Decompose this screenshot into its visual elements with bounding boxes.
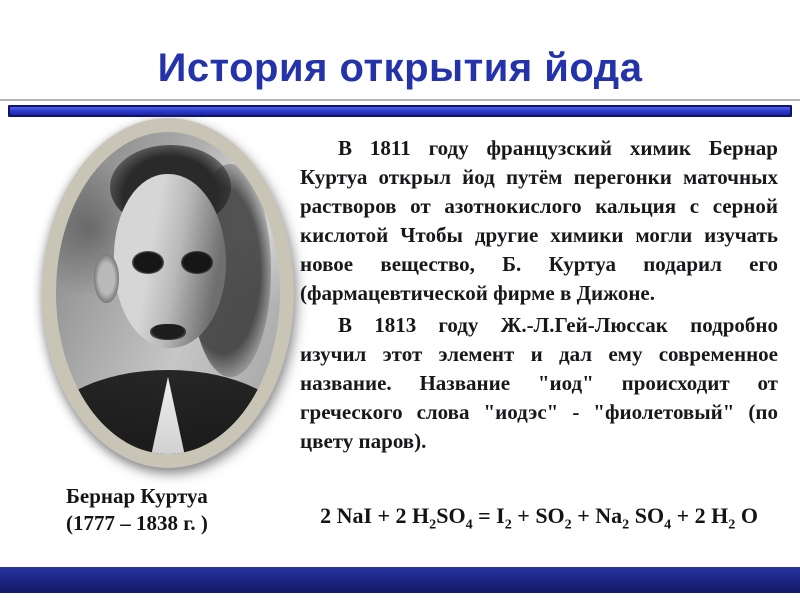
equation-subscript: 2 bbox=[728, 516, 736, 533]
title-divider-gray-line bbox=[0, 99, 800, 101]
equation-subscript: 4 bbox=[664, 516, 672, 533]
slide-title: История открытия йода bbox=[157, 46, 643, 90]
title-divider-blue-bar bbox=[8, 105, 792, 117]
portrait-caption-name: Бернар Куртуа bbox=[66, 484, 208, 508]
paragraph-naming-1813: В 1813 году Ж.-Л.Гей-Люссак подробно изучил этот элемент и дал ему современное название. Название "иод" происходит от греческого слова "иодэс" - "фиолетовый" (по цвету паров). bbox=[300, 313, 778, 453]
equation-term: + SO bbox=[511, 503, 565, 528]
equation-term: + Na bbox=[571, 503, 623, 528]
portrait-photo bbox=[56, 132, 280, 454]
equation-term: 2 NaI + 2 H bbox=[320, 503, 430, 528]
equation-term: + 2 H bbox=[671, 503, 729, 528]
paragraph-discovery-1811: В 1811 году французский химик Бернар Куртуа открыл йод путём перегонки маточных растворов от азотнокислого кальция с серной кислотой Чтобы другие химики могли изучать новое вещество, Б. Куртуа подарил его (фармацевтической фирме в Дижоне. bbox=[300, 136, 778, 305]
body-text-block bbox=[300, 134, 778, 459]
photo-left-eye-shape bbox=[132, 251, 163, 274]
bottom-navy-bar bbox=[0, 567, 800, 593]
portrait-caption bbox=[66, 483, 296, 537]
photo-ear-shape bbox=[94, 254, 119, 302]
equation-subscript: 2 bbox=[564, 516, 572, 533]
chemical-equation bbox=[298, 503, 780, 533]
equation-term: SO bbox=[436, 503, 466, 528]
portrait-frame bbox=[42, 118, 294, 468]
equation-term: O bbox=[735, 503, 758, 528]
equation-term: = I bbox=[472, 503, 505, 528]
photo-right-eye-shape bbox=[181, 251, 212, 274]
portrait-caption-years: (1777 – 1838 г. ) bbox=[66, 511, 208, 535]
equation-subscript: 2 bbox=[504, 516, 512, 533]
photo-mustache-shape bbox=[150, 324, 186, 340]
equation-subscript: 4 bbox=[465, 516, 473, 533]
equation-subscript: 2 bbox=[622, 516, 630, 533]
equation-term: SO bbox=[629, 503, 665, 528]
equation-subscript: 2 bbox=[429, 516, 437, 533]
